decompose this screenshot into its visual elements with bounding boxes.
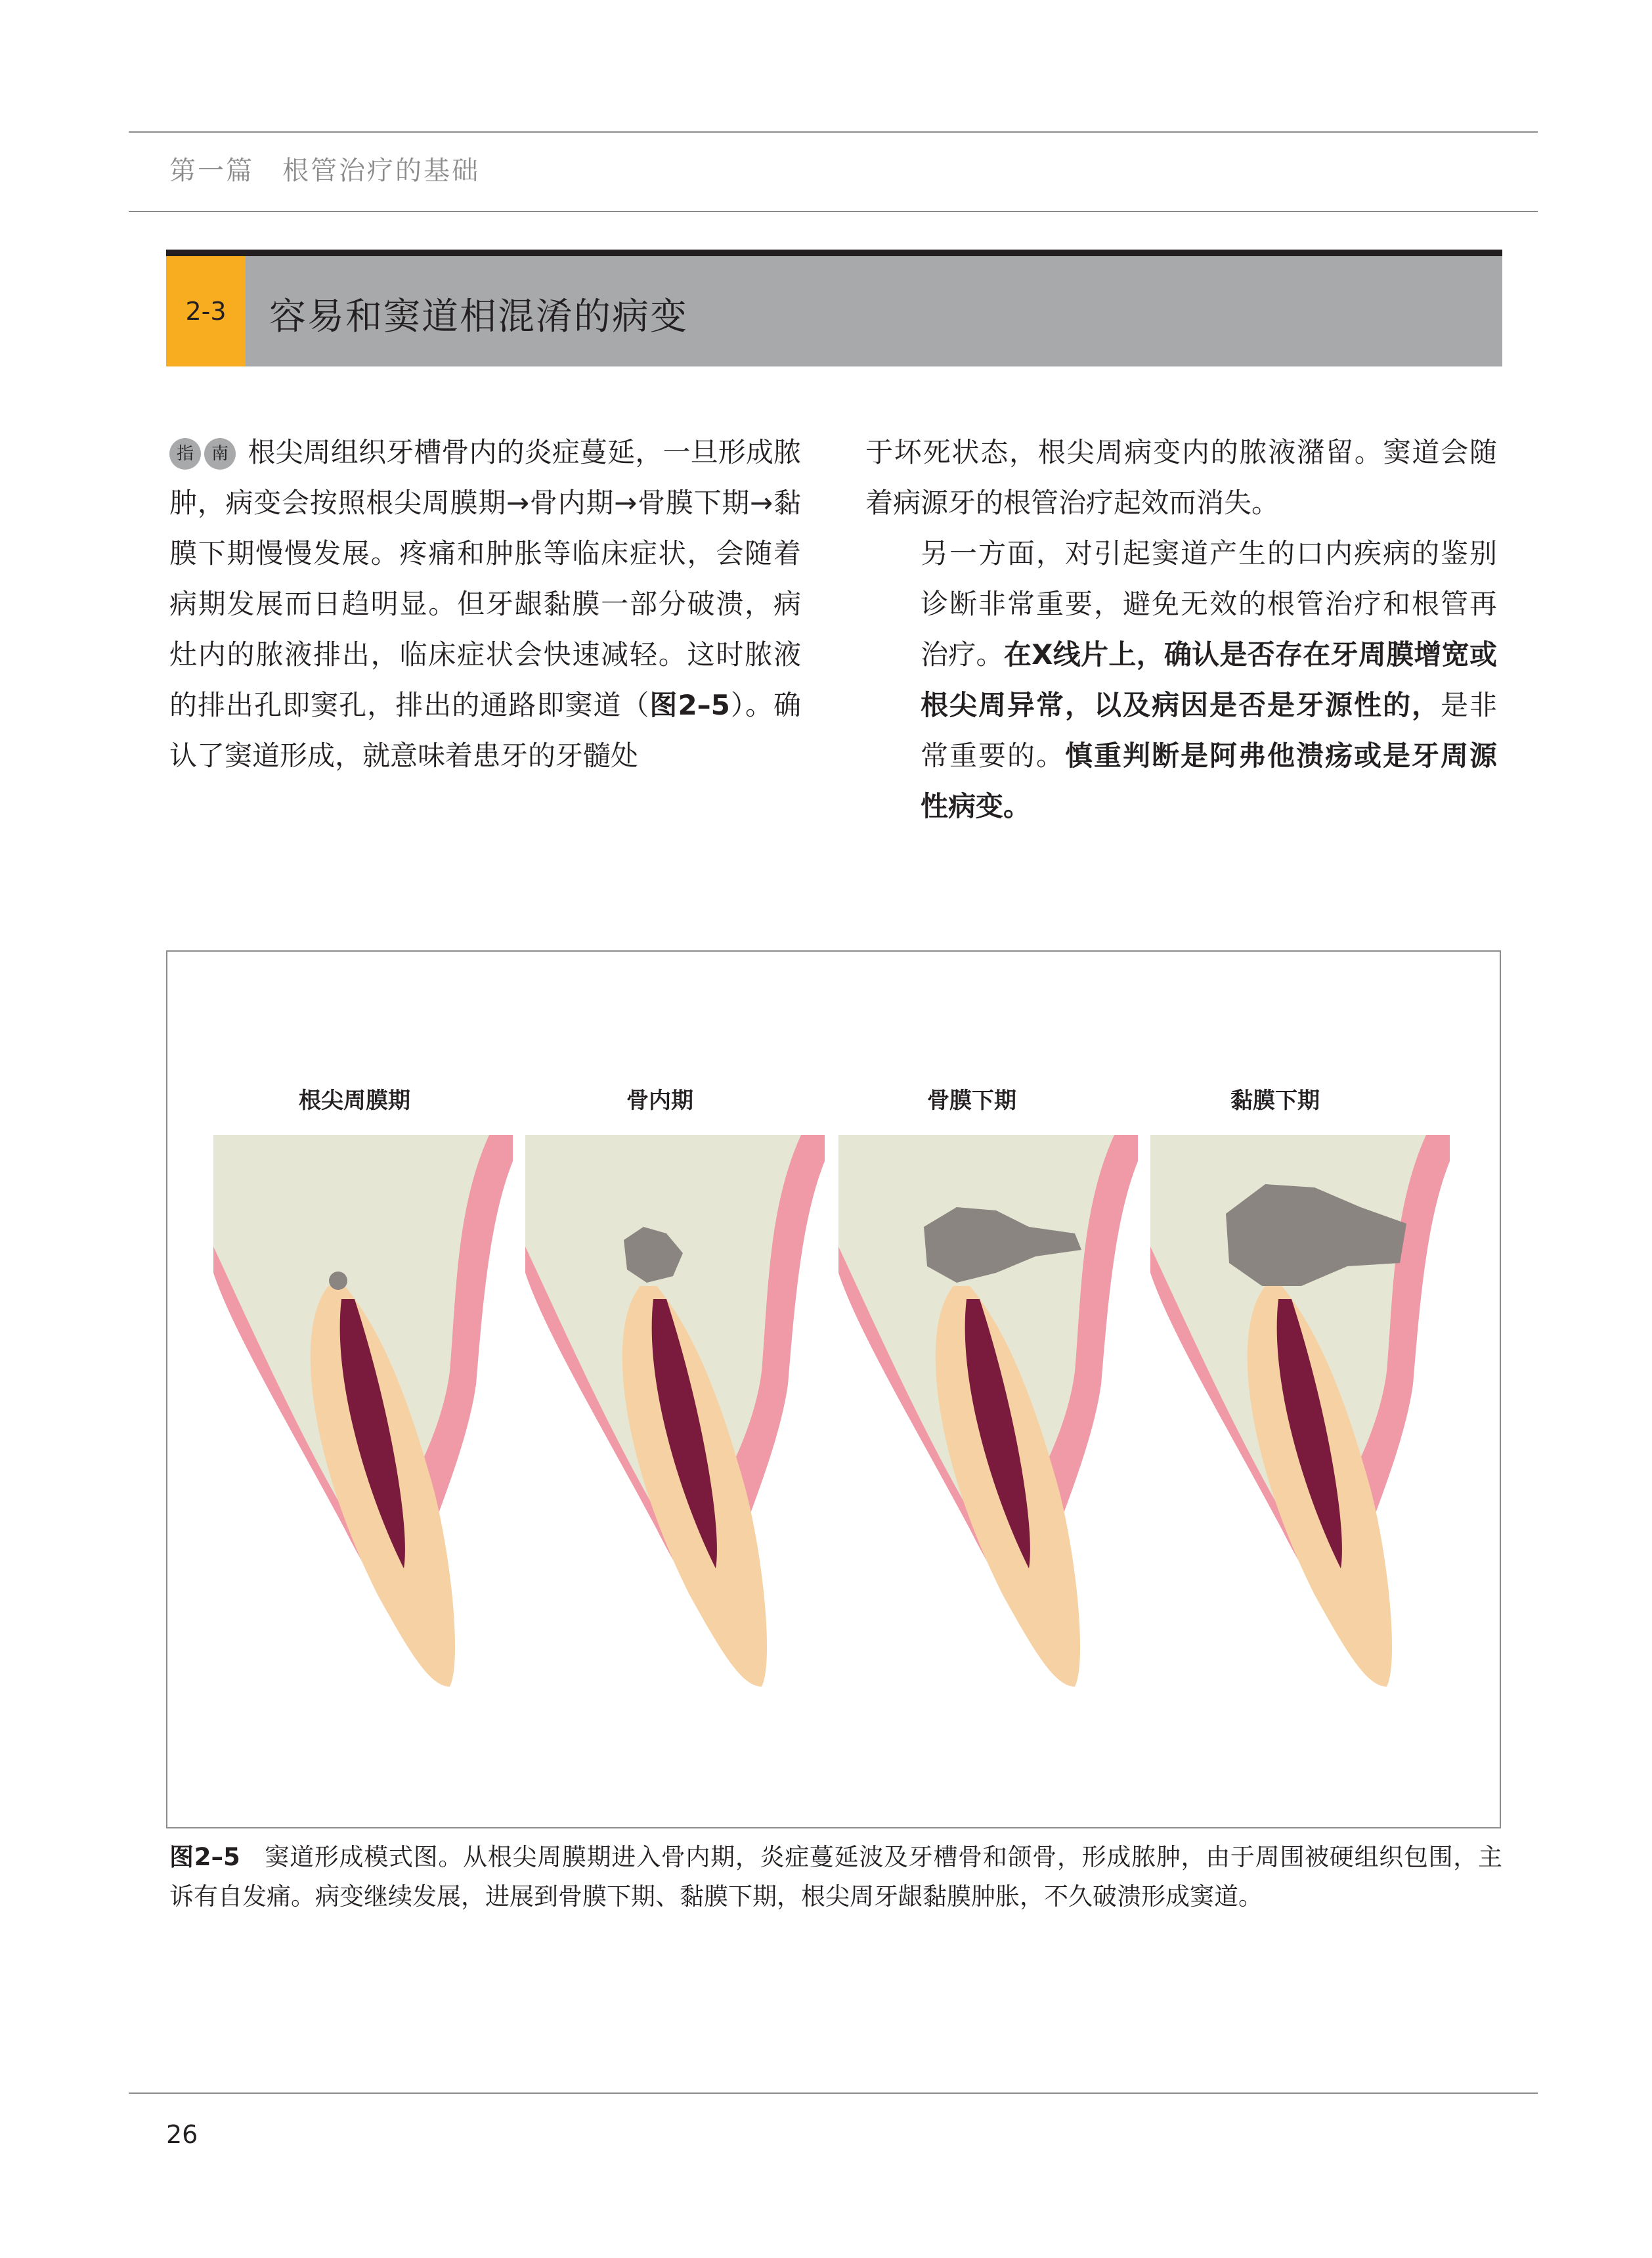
body-paragraph [865,528,1497,831]
emphasis-text: 慎重判断是阿弗他溃疡或是牙周源性病变。 [921,740,1497,822]
section-number: 2-3 [166,256,246,366]
body-paragraph: 于坏死状态，根尖周病变内的脓液潴留。窦道会随着病源牙的根管治疗起效而消失。 [865,436,1497,519]
body-column-right [865,427,1497,831]
stage-label-periapical: 根尖周膜期 [299,1088,410,1114]
guide-paragraph [169,427,801,781]
stage-label-submucosal: 黏膜下期 [1230,1088,1320,1114]
guide-badge-2: 南 [204,438,236,470]
figure-caption-spacer [240,1843,265,1871]
page-number: 26 [166,2120,198,2149]
tooth-illustration-periapical [213,1135,513,1687]
body-text: 根尖周组织牙槽骨内的炎症蔓延，一旦形成脓肿，病变会按照根尖周膜期→骨内期→骨膜下期→黏膜下期慢慢发展。疼痛和肿胀等临床症状，会随着病期发展而日趋明显。但牙龈黏膜一部分破溃，病灶内的脓液排出，临床症状会快速减轻。这时脓液的排出孔即窦孔，排出的通路即窦道（ [169,436,801,721]
stage-label-subperiosteal: 骨膜下期 [927,1088,1016,1114]
body-column-left [169,427,801,781]
guide-badge-1: 指 [169,438,201,470]
header-rule-top [129,131,1538,133]
body-text: 是非常重要的。 [921,689,1497,772]
header-rule-bottom [129,211,1538,212]
stage-label-intraosseous: 骨内期 [626,1088,693,1114]
body-text: 另一方面，对引起窦道产生的口内疾病的鉴别诊断非常重要，避免无效的根管治疗和根管再治疗。 [921,537,1497,671]
tooth-illustration-submucosal [1150,1135,1450,1687]
tooth-illustration-subperiosteal [838,1135,1138,1687]
running-header: 第一篇 根管治疗的基础 [169,156,480,186]
figure-caption [169,1838,1502,1916]
figure-label: 图2–5 [169,1843,240,1871]
footer-rule [129,2092,1538,2094]
body-text: ）。确认了窦道形成，就意味着患牙的牙髓处 [169,689,801,772]
section-top-bar [166,250,1502,256]
tooth-illustration-intraosseous [525,1135,825,1687]
emphasis-text: 在X线片上，确认是否存在牙周膜增宽或根尖周异常，以及病因是否是牙源性的， [921,638,1497,721]
section-title: 容易和窦道相混淆的病变 [269,296,688,338]
figure-reference: 图2–5 [649,689,730,721]
figure-caption-text: 窦道形成模式图。从根尖周膜期进入骨内期，炎症蔓延波及牙槽骨和颌骨，形成脓肿，由于周围被硬组织包围，主诉有自发痛。病变继续发展，进展到骨膜下期、黏膜下期，根尖周牙龈黏膜肿胀，不久破溃形成窦道。 [169,1843,1502,1911]
